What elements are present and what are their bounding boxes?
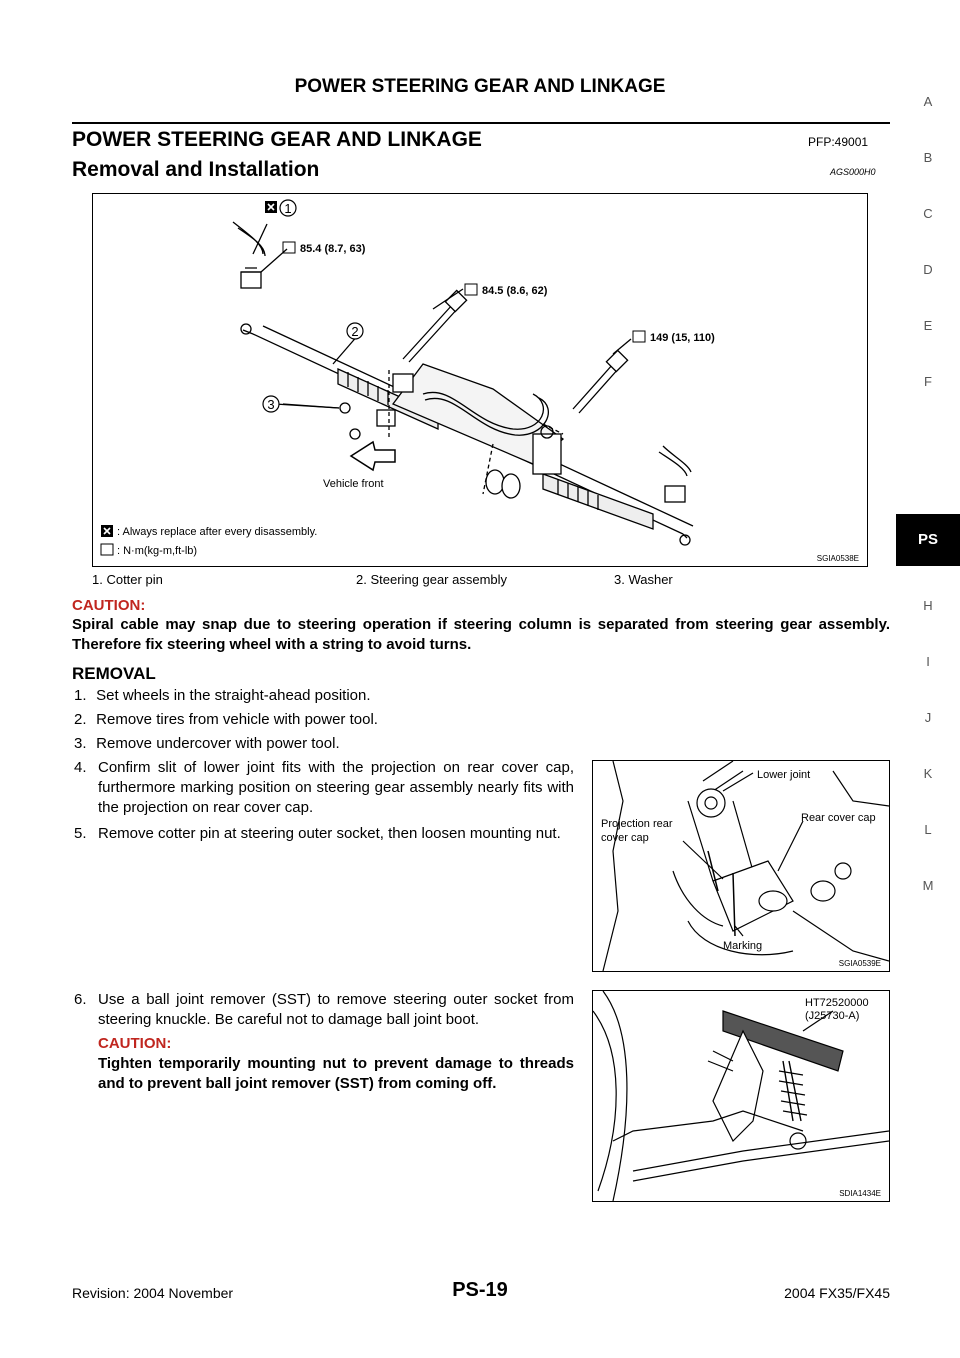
side-tab-a[interactable]: A — [923, 94, 933, 109]
side-tab-c[interactable]: C — [923, 206, 933, 221]
side-tab-i[interactable]: I — [926, 654, 930, 669]
footer-model: 2004 FX35/FX45 — [784, 1285, 890, 1301]
lower-joint-figure — [592, 760, 890, 972]
caption-1: 1. Cotter pin — [92, 572, 163, 587]
removal-heading: REMOVAL — [72, 664, 156, 683]
legend-replace — [101, 525, 317, 538]
figure-code: SGIA0539E — [838, 959, 881, 968]
side-tab-m[interactable]: M — [922, 878, 934, 893]
callout-1 — [265, 200, 296, 216]
step-5: 5. Remove cotter pin at steering outer socket, then loosen mounting nut. — [74, 825, 561, 842]
torque-label-1 — [283, 242, 366, 255]
label-marking: Marking — [723, 940, 763, 952]
subsection-code: AGS000H0 — [830, 167, 876, 177]
side-tab-d[interactable]: D — [923, 262, 933, 277]
figure-code: SGIA0538E — [816, 554, 859, 563]
step-6: 6. Use a ball joint remover (SST) to remove steering outer socket from steering knuckle. Be careful not to damage ball joint boot. — [74, 991, 574, 1028]
label-rear-cover-cap: Rear cover cap — [801, 812, 876, 824]
caution-text: Spiral cable may snap due to steering operation if steering column is separated from steering gear assembly. Therefore fix steering wheel with a string to avoid turns. — [72, 616, 890, 653]
callout-2 — [347, 323, 363, 339]
footer-revision: Revision: 2004 November — [72, 1285, 234, 1301]
side-tab-f[interactable]: F — [924, 374, 932, 389]
svg-text:: Always replace after every d: : Always replace after every disassembly. — [117, 526, 318, 538]
svg-text:1: 1 — [284, 201, 292, 216]
side-tab-ps[interactable]: PS — [896, 514, 960, 566]
label-projection-rear: Projection rear — [601, 818, 673, 830]
running-title: POWER STEERING GEAR AND LINKAGE — [294, 76, 666, 97]
tool-number: HT72520000 — [805, 997, 869, 1009]
step6-caution-text: Tighten temporarily mounting nut to prevent damage to threads and to prevent ball joint remover (SST) from coming off. — [98, 1055, 574, 1092]
lower-joint-drawing — [593, 761, 889, 971]
side-tab-l[interactable]: L — [924, 822, 932, 837]
torque-label-2 — [465, 284, 548, 297]
step-2: 2. Remove tires from vehicle with power tool. — [74, 711, 378, 728]
tool-number-alt: (J25730-A) — [805, 1010, 860, 1022]
svg-text:3: 3 — [267, 397, 275, 412]
svg-text:: N·m(kg-m,ft-lb): : N·m(kg-m,ft-lb) — [117, 545, 198, 557]
svg-text:85.4 (8.7, 63): 85.4 (8.7, 63) — [300, 243, 366, 255]
label-lower-joint: Lower joint — [757, 769, 811, 781]
caption-3: 3. Washer — [614, 572, 673, 587]
step-3: 3. Remove undercover with power tool. — [74, 735, 340, 752]
side-tab-k[interactable]: K — [923, 766, 933, 781]
callout-3 — [263, 396, 279, 412]
ball-joint-remover-figure — [592, 990, 890, 1202]
side-tab-b[interactable]: B — [923, 150, 933, 165]
step6-caution-label: CAUTION: — [98, 1035, 172, 1052]
footer-page-number: PS-19 — [452, 1279, 508, 1301]
vehicle-front-label: Vehicle front — [323, 478, 384, 490]
steering-gear-figure — [92, 193, 868, 567]
ball-joint-remover-drawing — [593, 991, 889, 1201]
side-tab-h[interactable]: H — [923, 598, 933, 613]
step-4: 4. Confirm slit of lower joint fits with the projection on rear cover cap, furthermore marking position on steering gear assembly nearly fits with the projection on rear cover cap. — [74, 759, 574, 816]
pfp-code: PFP:49001 — [808, 135, 869, 149]
caption-2: 2. Steering gear assembly — [356, 572, 508, 587]
legend-torque — [101, 544, 197, 557]
svg-text:149 (15, 110): 149 (15, 110) — [650, 332, 715, 344]
section-title: POWER STEERING GEAR AND LINKAGE — [72, 128, 482, 151]
label-cover-cap: cover cap — [601, 832, 649, 844]
torque-label-3 — [633, 331, 715, 344]
svg-text:2: 2 — [351, 324, 359, 339]
steering-gear-drawing — [93, 194, 867, 566]
side-tab-e[interactable]: E — [923, 318, 933, 333]
subsection-title: Removal and Installation — [72, 158, 320, 181]
step-1: 1. Set wheels in the straight-ahead position. — [74, 687, 371, 704]
side-tab-j[interactable]: J — [924, 710, 932, 725]
caution-label: CAUTION: — [72, 597, 146, 614]
figure-code: SDIA1434E — [839, 1189, 881, 1198]
svg-text:84.5 (8.6, 62): 84.5 (8.6, 62) — [482, 285, 548, 297]
header-rule — [72, 122, 890, 124]
